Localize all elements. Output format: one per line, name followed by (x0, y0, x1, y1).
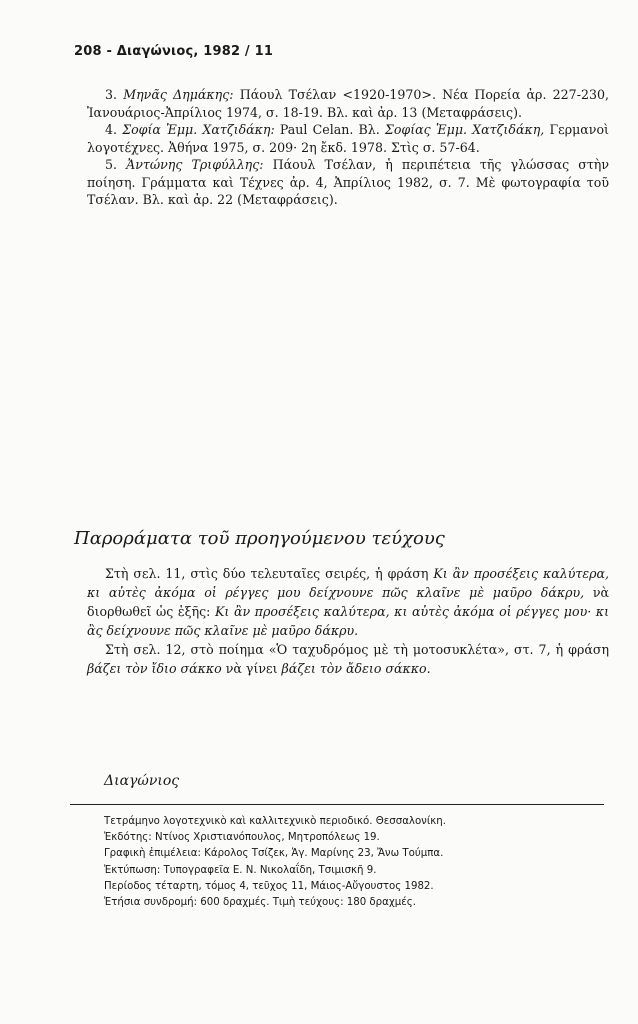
footer-title: Διαγώνιος (104, 773, 180, 789)
errata-correct-phrase: βάζει τὸν ἄδειο σάκκο. (281, 661, 431, 676)
errata-paragraph-1 (87, 564, 609, 640)
errata-title: Παροράματα τοῦ προηγούμενου τεύχους (74, 528, 445, 549)
errata-section (87, 564, 609, 678)
note-4 (87, 121, 609, 156)
errata-wrong-phrase: βάζει τὸν ἴδιο σάκκο (87, 661, 222, 676)
errata-text: νὰ γίνει (221, 661, 282, 676)
errata-text: Στὴ σελ. 12, στὸ ποίημα «Ὁ ταχυδρόμος μὲ τὴ μοτοσυκλέτα», στ. 7, ἡ φράση (105, 642, 609, 657)
note-5 (87, 156, 609, 209)
imprint-line: Περίοδος τέταρτη, τόμος 4, τεῦχος 11, Μάιος-Αὔγουστος 1982. (104, 880, 434, 892)
note-author: Μηνᾶς Δημάκης: (123, 87, 234, 102)
note-author: Σοφία Ἐμμ. Χατζιδάκη: (122, 122, 275, 137)
errata-text: νὰ διορθωθεῖ ὡς ἑξῆς: (87, 585, 609, 619)
errata-correct-phrase: Κι ἂν προσέξεις καλύτερα, κι αὐτὲς ἀκόμα οἱ ρέγγες μου· κι ἂς δείχνουνε πῶς κλαῖνε μὲ μαῦρο δάκρυ. (87, 604, 610, 638)
note-3 (87, 86, 609, 121)
running-head: 208 - Διαγώνιος, 1982 / 11 (74, 44, 274, 59)
note-number: 4. (105, 122, 123, 137)
footer-divider (70, 804, 604, 805)
errata-text: Στὴ σελ. 11, στὶς δύο τελευταῖες σειρές, ἡ φράση (105, 566, 434, 581)
note-text: Πάουλ Τσέλαν <1920-1970>. Νέα Πορεία ἀρ. 227-230, Ἰανουάριος-Ἀπρίλιος 1974, σ. 18-19. Βλ. καὶ ἀρ. 13 (Μεταφράσεις). (87, 87, 609, 120)
imprint-line: Ἐκτύπωση: Τυπογραφεῖα Ε. Ν. Νικολαΐδη, Τσιμισκῆ 9. (104, 864, 377, 876)
notes-section (87, 86, 609, 209)
note-text: Γερμανοὶ λογοτέχνες. Ἀθήνα 1975, σ. 209· 2η ἔκδ. 1978. Στὶς σ. 57-64. (87, 122, 609, 155)
errata-paragraph-2 (87, 640, 609, 678)
note-number: 3. (105, 87, 124, 102)
imprint-block (104, 814, 604, 911)
imprint-line: Ἐκδότης: Ντίνος Χριστιανόπουλος, Μητροπόλεως 19. (104, 832, 380, 844)
note-number: 5. (105, 157, 127, 172)
errata-wrong-phrase: Κι ἂν προσέξεις καλύτερα, κι αὐτὲς ἀκόμα οἱ ρέγγες μου δείχνουνε πῶς κλαῖνε μὲ μαῦρο δάκρυ, (87, 566, 610, 600)
note-text: Πάουλ Τσέλαν, ἡ περιπέτεια τῆς γλώσσας στὴν ποίηση. Γράμματα καὶ Τέχνες ἀρ. 4, Ἀπρίλιος 1982, σ. 7. Μὲ φωτογραφία τοῦ Τσέλαν. Βλ. καὶ ἀρ. 22 (Μεταφράσεις). (87, 157, 609, 207)
note-author: Ἀντώνης Τριφύλλης: (126, 157, 264, 172)
imprint-line: Ἐτήσια συνδρομή: 600 δραχμές. Τιμὴ τεύχους: 180 δραχμές. (104, 897, 416, 909)
note-text: Paul Celan. Βλ. (274, 122, 385, 137)
imprint-line: Γραφικὴ ἐπιμέλεια: Κάρολος Τσίζεκ, Ἁγ. Μαρίνης 23, Ἄνω Τούμπα. (104, 848, 444, 860)
imprint-line: Τετράμηνο λογοτεχνικὸ καὶ καλλιτεχνικὸ περιοδικό. Θεσσαλονίκη. (104, 816, 447, 827)
note-reference: Σοφίας Ἐμμ. Χατζιδάκη, (384, 122, 545, 137)
